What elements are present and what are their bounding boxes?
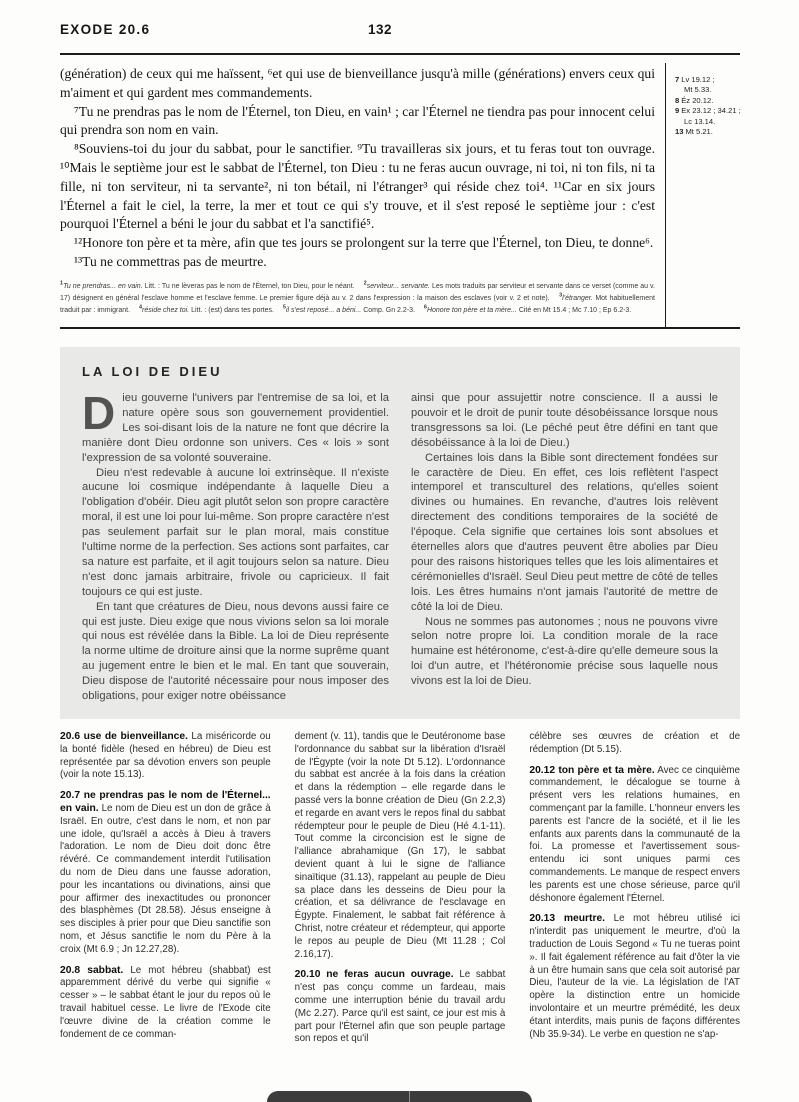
verse-paragraph: ⁸Souviens-toi du jour du sabbat, pour le sanctifier. ⁹Tu travailleras six jours, et tu feras tout ton ouvrage. ¹⁰Mais le septième jour est le sabbat de l'Éternel, ton Dieu : tu ne feras aucun ouvrage, ni toi, ni ton fils, ni ta fille, ni ton serviteur, ni ta servante², ni ton bétail, ni l'étranger³ qui réside chez toi⁴. ¹¹Car en six jours l'Éternel a fait le ciel, la terre, la mer et tout ce qui s'y trouve, et il s'est reposé le septième jour : c'est pourquoi l'Éternel a béni le jour du sabbat et l'a sanctifié⁵. — [60, 141, 655, 232]
nav-right-button[interactable] — [410, 1091, 532, 1102]
scripture-section — [60, 63, 740, 327]
article-paragraph: Dieu n'est redevable à aucune loi extrinsèque. Il n'existe aucune loi cosmique indépendante à laquelle Dieu a l'obligation d'obéir. Dieu agit plutôt selon son propre caractère moral, il est une loi pour lui-même. Son propre caractère n'est pas seulement parfait sur le plan moral, mais constitue l'ultime norme de la perfection. Ses actions sont parfaites, car sa nature est parfaite, et il agit toujours selon sa nature. Dieu n'est donc jamais arbitraire, frivole ou capricieux. Il fait toujours ce qui est juste. — [82, 466, 389, 598]
article-columns — [82, 386, 718, 704]
article-box — [60, 347, 740, 719]
margin-references — [666, 63, 741, 327]
notes-column-2 — [295, 731, 506, 1054]
study-note-continuation: dement (v. 11), tandis que le Deutéronome base l'ordonnance du sabbat sur la libération d'Israël de l'Égypte (voir la note Dt 5.12). L'ordonnance du sabbat est ancrée à la fois dans la création et dans la rédemption – elle regarde dans le passé vers la bonne création de Dieu (Gn 2.2,3) et regarde en avant vers le repos final du sabbat rédempteur pour le peuple de Dieu (Hé 4.1-11). Tout comme la circoncision est le signe de l'alliance abrahamique (Gn 17), le sabbat devient quant à lui le signe de l'alliance sinaïtique (31.13), rappelant au peuple de Dieu sa place dans les desseins de Dieu pour la création, et sa délivrance de l'esclavage en Égypte. Finalement, le sabbat fait référence à Christ, notre créateur et rédempteur, qui apporte le repos au peuple de Dieu (Mt 11.28 ; Col 2.16,17). — [294, 730, 506, 960]
footnotes-block — [60, 280, 655, 315]
article-column-left — [82, 386, 389, 704]
header-rule — [60, 53, 740, 55]
study-note-continuation: célèbre ses œuvres de création et de rédemption (Dt 5.15). — [529, 730, 741, 755]
article-column-right — [411, 391, 718, 704]
margin-ref-line: 8 Éz 20.12. — [675, 95, 714, 105]
verse-paragraph: ⁷Tu ne prendras pas le nom de l'Éternel, ton Dieu, en vain¹ ; car l'Éternel ne tiendra pas pour innocent celui qui prendra son nom en vain. — [60, 103, 655, 138]
footnote-item: $^6$Honore ton père et ta mère... Cité en Mt 15.4 ; Mc 7.10 ; Ep 6.2-3. — [423, 304, 632, 314]
article-paragraph: Certaines lois dans la Bible sont directement fondées sur le caractère de Dieu. En effet, ces lois reflètent l'aspect intemporel et transculturel des relations, qu'elles soient divines ou humaines. En revanche, d'autres lois relèvent directement des conditions temporaires de la société de l'époque. Cela signifie que certaines lois sont absolues et éternelles alors que d'autres peuvent être abolies par Dieu pour des raisons historiques telles que les lois alimentaires et cérémonielles d'Israël. Seul Dieu peut mettre de côté de telles lois. Les êtres humains n'ont jamais l'autorité de mettre de côté la loi de Dieu. — [411, 451, 718, 613]
margin-ref-line: 9 Ex 23.12 ; 34.21 ; — [675, 106, 741, 116]
drop-cap: D — [82, 386, 116, 439]
margin-ref-line: Lc 13.14. — [684, 116, 716, 126]
footnote-item: $^4$réside chez toi. Litt. : (est) dans tes portes. — [138, 304, 274, 314]
study-note: 20.10 ne feras aucun ouvrage. Le sabbat n'est pas conçu comme un fardeau, mais comme une interruption bénie du travail ardu (Mc 2.27). Parce qu'il est saint, ce jour est mis à part pour l'Éternel afin que son peuple partage son repos et qu'il — [294, 969, 506, 1045]
margin-ref-line: 7 Lv 19.12 ; — [675, 75, 715, 84]
notes-column-1 — [60, 731, 271, 1054]
verse-paragraph: (génération) de ceux qui me haïssent, ⁶et qui use de bienveillance jusqu'à mille (générations) envers ceux qui m'aiment et qui gardent mes commandements. — [60, 66, 655, 100]
section-rule — [60, 327, 740, 329]
footnote-item: $^2$serviteur... servante. Les mots traduits par serviteur et servante dans ce verset (comme au v. 17) désignent en général l'esclave homme et l'esclave femme. Le premier figure déjà au v. 2 dans l'expression : la maison des esclaves (voir v. 2 et note). — [60, 280, 655, 302]
notes-column-3 — [529, 731, 740, 1054]
article-title: LA LOI DE DIEU — [82, 363, 223, 379]
page-number: 132 — [368, 22, 393, 37]
study-note: 20.6 use de bienveillance. La miséricorde ou la bonté fidèle (hesed en hébreu) de Dieu est représentée par sa dévotion envers son peuple (voir la note 15.13). — [60, 730, 271, 781]
article-paragraph: Nous ne sommes pas autonomes ; nous ne pouvons vivre selon notre propre loi. La condition morale de la race humaine est hétéronome, c'est-à-dire qu'elle demeure sous la loi d'un autre, et l'hétéronomie précise sous laquelle nous vivons est la loi de Dieu. — [411, 615, 718, 688]
margin-ref-line: 13 Mt 5.21. — [675, 127, 713, 137]
study-note: 20.13 meurtre. Le mot hébreu utilisé ici n'interdit pas uniquement le meurtre, d'où la traduction de Louis Segond « Tu ne tueras point ». Il fait également référence au fait d'ôter la vie à un être humain sans que cela soit autorisé par Dieu, l'auteur de la vie. La législation de l'AT opère la distinction entre un homicide involontaire et un meurtre prémédité, les deux étant interdits, mais punis de façons différentes (Nb 35.9-34). Le verbe en question ne s'ap- — [529, 913, 741, 1040]
study-note: 20.12 ton père et ta mère. Avec ce cinquième commandement, le décalogue se tourne à présent vers les relations humaines, en commençant par la famille. L'honneur envers les parents est l'ancre de la société, et il lie les enfants aux parents dans la communauté de la foi. La promesse et l'avertissement sous-entendu ici sont uniques parmi ces commandements. Le manque de respect envers les parents est une chose sérieuse, parce qu'il déshonore également l'Éternel. — [529, 764, 741, 904]
footnote-item: $^5$il s'est reposé... a béni... Comp. Gn 2.2-3. — [282, 304, 415, 314]
verse-text — [60, 65, 655, 272]
reader-nav-bar — [267, 1091, 532, 1102]
footnote-item: $^1$Tu ne prendras... en vain. Litt. : Tu ne lèveras pas le nom de l'Éternel, ton Dieu, pour le néant. — [60, 280, 355, 291]
footnote-item: $^3$l'étranger. Mot habituellement traduit par : immigrant. — [60, 292, 655, 314]
page-header — [60, 22, 740, 40]
article-paragraph: ainsi que pour assujettir notre conscience. Il a aussi le pouvoir et le droit de punir toute désobéissance lorsque nous transgressons sa loi. (Le péché peut être défini en tant que désobéissance à la loi de Dieu.) — [411, 391, 718, 449]
verse-paragraph: ¹³Tu ne commettras pas de meurtre. — [74, 253, 267, 269]
nav-left-button[interactable] — [267, 1091, 410, 1102]
study-note: 20.7 ne prendras pas le nom de l'Éternel... en vain. Le nom de Dieu est un don de grâce à Israël. En outre, c'est dans le nom, et non par une idole, qu'Israël a accès à Dieu à travers l'adoration. Le nom de Dieu doit donc être révéré. Ce commandement interdit l'utilisation du nom de Dieu dans une fausse adoration, pour les incantations ou divinations, ainsi que pour affirmer des inexactitudes ou prononcer des blasphèmes (Dt 28.58). Jésus enseigne à ses disciples à prier pour que Dieu sanctifie son nom, et Jésus sanctifie le nom du Père à la croix (Mt 6.9 ; Jn 12.27,28). — [60, 790, 271, 955]
scripture-column — [60, 63, 666, 327]
article-paragraph: Dieu gouverne l'univers par l'entremise de sa loi, et la nature opère sous son gouvernement providentiel. Les soi-disant lois de la nature ne font que décrire la manière dont Dieu ordonne son univers. Ces « lois » sont l'expression de sa volonté souveraine. — [82, 386, 389, 464]
article-paragraph: En tant que créatures de Dieu, nous devons aussi faire ce qui est juste. Dieu exige que nous vivions selon sa loi morale qui nous est révélée dans la Bible. La loi de Dieu représente la norme ultime de droiture ainsi que la norme suprême quant au jugement entre le bien et le mal. En tant que souverain, Dieu dispose de l'autorité nécessaire pour nous imposer des obligations, pour exiger notre obéissance — [82, 600, 389, 703]
study-notes — [60, 731, 740, 1054]
verse-paragraph: ¹²Honore ton père et ta mère, afin que tes jours se prolongent sur la terre que l'Éternel, ton Dieu, te donne⁶. — [74, 235, 654, 251]
running-head: EXODE 20.6 — [60, 22, 151, 37]
study-note: 20.8 sabbat. Le mot hébreu (shabbat) est apparemment dérivé du verbe qui signifie « cesser » – le sabbat étant le jour du repos où le travail habituel cesse. Le livre de l'Exode cite l'œuvre divine de la création comme le fondement de ce comman- — [60, 964, 271, 1040]
margin-ref-line: Mt 5.33. — [684, 85, 712, 95]
